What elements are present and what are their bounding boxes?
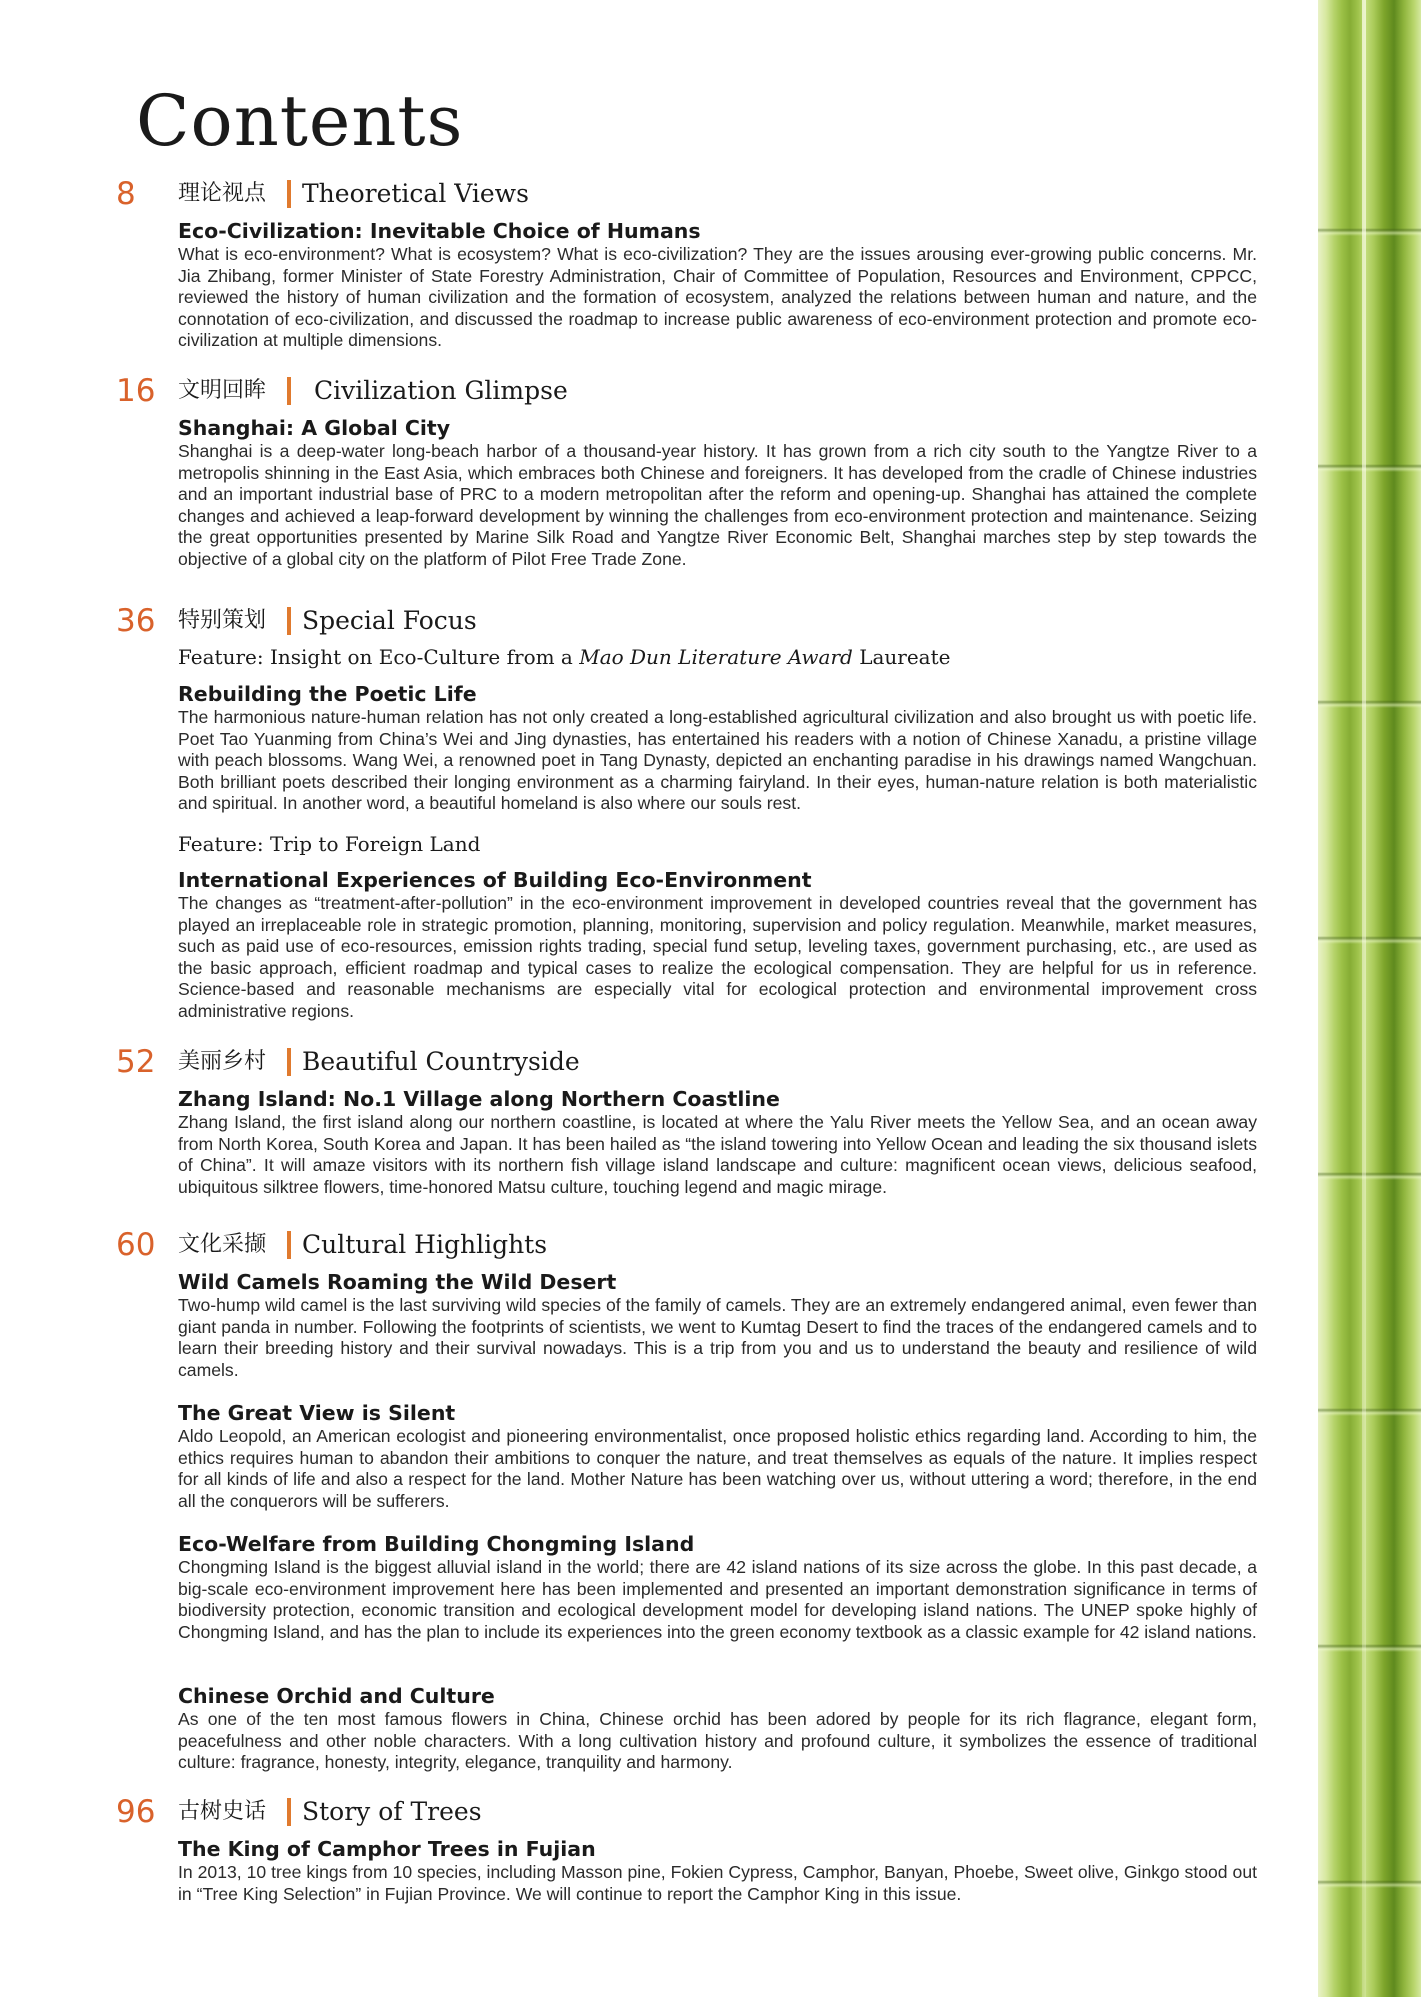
article-title: Eco-Civilization: Inevitable Choice of Humans (178, 219, 701, 243)
article-summary: In 2013, 10 tree kings from 10 species, including Masson pine, Fokien Cypress, Camphor, Banyan, Phoebe, Sweet olive, Ginkgo stood out in “Tree King Selection” in Fujian Province. We will continue to report the Camphor King in this issue. (178, 1862, 1257, 1904)
article-title: Shanghai: A Global City (178, 416, 451, 440)
article-entry (178, 1531, 1257, 1643)
section-title-english: Civilization Glimpse (314, 376, 568, 405)
feature-subheading: Feature: Trip to Foreign Land (178, 832, 481, 856)
section-title-english: Special Focus (302, 606, 477, 635)
feature-suffix: Laureate (852, 645, 951, 669)
article-title: International Experiences of Building Eco-Environment (178, 868, 812, 892)
article-title: The King of Camphor Trees in Fujian (178, 1837, 596, 1861)
article-summary: Shanghai is a deep-water long-beach harbor of a thousand-year history. It has grown from a rich city south to the Yangtze River to a metropolis shinning in the East Asia, which embraces both Chinese and foreigners. It has developed from the cradle of Chinese industries and an important industrial base of PRC to a modern metropolitan after the reform and opening-up. Shanghai has attained the complete changes and achieved a leap-forward development by winning the challenges from eco-environment protection and maintenance. Seizing the great opportunities presented by Marine Silk Road and Yangtze River Economic Belt, Shanghai marches step by step towards the objective of a global city on the platform of Pilot Free Trade Zone. (178, 441, 1257, 569)
page-number: 36 (116, 603, 156, 639)
article-title: Chinese Orchid and Culture (178, 1684, 495, 1708)
section-divider-bar (287, 1231, 291, 1259)
feature-award-name: Mao Dun Literature Award (579, 645, 853, 669)
page-number: 52 (116, 1044, 156, 1080)
section-title-english: Story of Trees (302, 1797, 482, 1826)
section-divider-bar (287, 180, 291, 208)
article-summary: The harmonious nature-human relation has not only created a long-established agricultural civilization and also brought us with poetic life. Poet Tao Yuanming from China’s Wei and Jing dynasties, has entertained his readers with a notion of Chinese Xanadu, a pristine village with peach blossoms. Wang Wei, a renowned poet in Tang Dynasty, depicted an enchanting paradise in his drawings named Wangchuan. Both brilliant poets described their longing environment as a charming fairyland. In their eyes, human-nature relation is both materialistic and spiritual. In another word, a beautiful homeland is also where our souls rest. (178, 707, 1257, 814)
section-title-chinese: 文明回眸 (178, 378, 267, 403)
page-title: Contents (136, 80, 464, 162)
article-entry (178, 681, 1257, 815)
bamboo-photo-strip (1318, 0, 1421, 1997)
article-title: Wild Camels Roaming the Wild Desert (178, 1270, 617, 1294)
section-divider-bar (287, 1048, 291, 1076)
article-summary: Two-hump wild camel is the last surviving wild species of the family of camels. They are an extremely endangered animal, even fewer than giant panda in number. Following the footprints of scientists, we went to Kumtag Desert to find the traces of the endangered camels and to learn their breeding history and their survival nowadays. This is a trip from you and us to understand the beauty and resilience of wild camels. (178, 1295, 1257, 1380)
section-title-chinese: 特别策划 (178, 608, 267, 633)
page-number: 8 (116, 176, 136, 212)
section-header (0, 601, 1200, 641)
section-header (0, 1225, 1200, 1265)
section-header (0, 174, 1200, 214)
article-entry (178, 1269, 1257, 1381)
article-entry (178, 1683, 1257, 1774)
section-title-english: Beautiful Countryside (302, 1047, 580, 1076)
page-number: 96 (116, 1794, 156, 1830)
article-entry (178, 1400, 1257, 1512)
section-divider-bar (287, 377, 291, 405)
article-entry (178, 867, 1257, 1023)
article-summary: What is eco-environment? What is ecosystem? What is eco-civilization? They are the issues arousing ever-growing public concerns. Mr. Jia Zhibang, former Minister of State Forestry Administration, Chair of Committee of Population, Resources and Environment, CPPCC, reviewed the history of human civilization and the formation of ecosystem, analyzed the relations between human and nature, and the connotation of eco-civilization, and discussed the roadmap to increase public awareness of eco-environment protection and promote eco-civilization at multiple dimensions. (178, 244, 1257, 351)
article-entry (178, 1086, 1257, 1198)
section-header (0, 371, 1200, 411)
section-header (0, 1042, 1200, 1082)
section-title-chinese: 理论视点 (178, 181, 267, 206)
article-title: Rebuilding the Poetic Life (178, 682, 477, 706)
page-number: 16 (116, 373, 156, 409)
section-divider-bar (287, 1798, 291, 1826)
section-divider-bar (287, 607, 291, 635)
article-entry (178, 218, 1257, 352)
section-title-chinese: 文化采撷 (178, 1232, 267, 1257)
article-entry (178, 1836, 1257, 1905)
section-title-chinese: 古树史话 (178, 1799, 267, 1824)
page-number: 60 (116, 1227, 156, 1263)
section-title-english: Theoretical Views (302, 179, 529, 208)
section-title-chinese: 美丽乡村 (178, 1049, 267, 1074)
section-header (0, 1792, 1200, 1832)
article-summary: Aldo Leopold, an American ecologist and pioneering environmentalist, once proposed holistic ethics regarding land. According to him, the ethics requires human to abandon their ambitions to conquer the nature, and treat themselves as equals of the nature. It implies respect for all kinds of life and also a respect for the land. Mother Nature has been watching over us, without uttering a word; therefore, in the end all the conquerors will be sufferers. (178, 1426, 1257, 1511)
section-title-english: Cultural Highlights (302, 1230, 548, 1259)
article-title: Eco-Welfare from Building Chongming Island (178, 1532, 695, 1556)
feature-subheading (178, 643, 950, 671)
article-title: Zhang Island: No.1 Village along Northern Coastline (178, 1087, 780, 1111)
article-summary: The changes as “treatment-after-pollution” in the eco-environment improvement in developed countries reveal that the government has played an irreplaceable role in strategic promotion, planning, monitoring, supervision and policy regulation. Meanwhile, market measures, such as paid use of eco-resources, emission rights trading, special fund setup, leveling taxes, government purchasing, etc., are used as the basic approach, efficient roadmap and typical cases to realize the ecological compensation. They are helpful for us in reference. Science-based and reasonable mechanisms are especially vital for ecological protection and environmental improvement cross administrative regions. (178, 893, 1257, 1021)
article-summary: Zhang Island, the first island along our northern coastline, is located at where the Yalu River meets the Yellow Sea, and an ocean away from North Korea, South Korea and Japan. It has been hailed as “the island towering into Yellow Ocean and leading the six thousand islets of China”. It will amaze visitors with its northern fish village island landscape and culture: magnificent ocean views, delicious seafood, ubiquitous silktree flowers, time-honored Matsu culture, touching legend and magic mirage. (178, 1112, 1257, 1197)
article-entry (178, 415, 1257, 571)
article-summary: As one of the ten most famous flowers in China, Chinese orchid has been adored by people for its rich flagrance, elegant form, peacefulness and other noble characters. With a long cultivation history and profound culture, it symbolizes the essence of traditional culture: fragrance, honesty, integrity, elegance, tranquility and harmony. (178, 1709, 1257, 1773)
article-summary: Chongming Island is the biggest alluvial island in the world; there are 42 island nations of its size across the globe. In this past decade, a big-scale eco-environment improvement here has been implemented and presented an important demonstration significance in terms of biodiversity protection, economic transition and ecological development model for developing island nations. The UNEP spoke highly of Chongming Island, and has the plan to include its experiences into the green economy textbook as a classic example for 42 island nations. (178, 1557, 1257, 1642)
feature-prefix: Feature: Insight on Eco-Culture from a (178, 645, 580, 669)
article-title: The Great View is Silent (178, 1401, 456, 1425)
